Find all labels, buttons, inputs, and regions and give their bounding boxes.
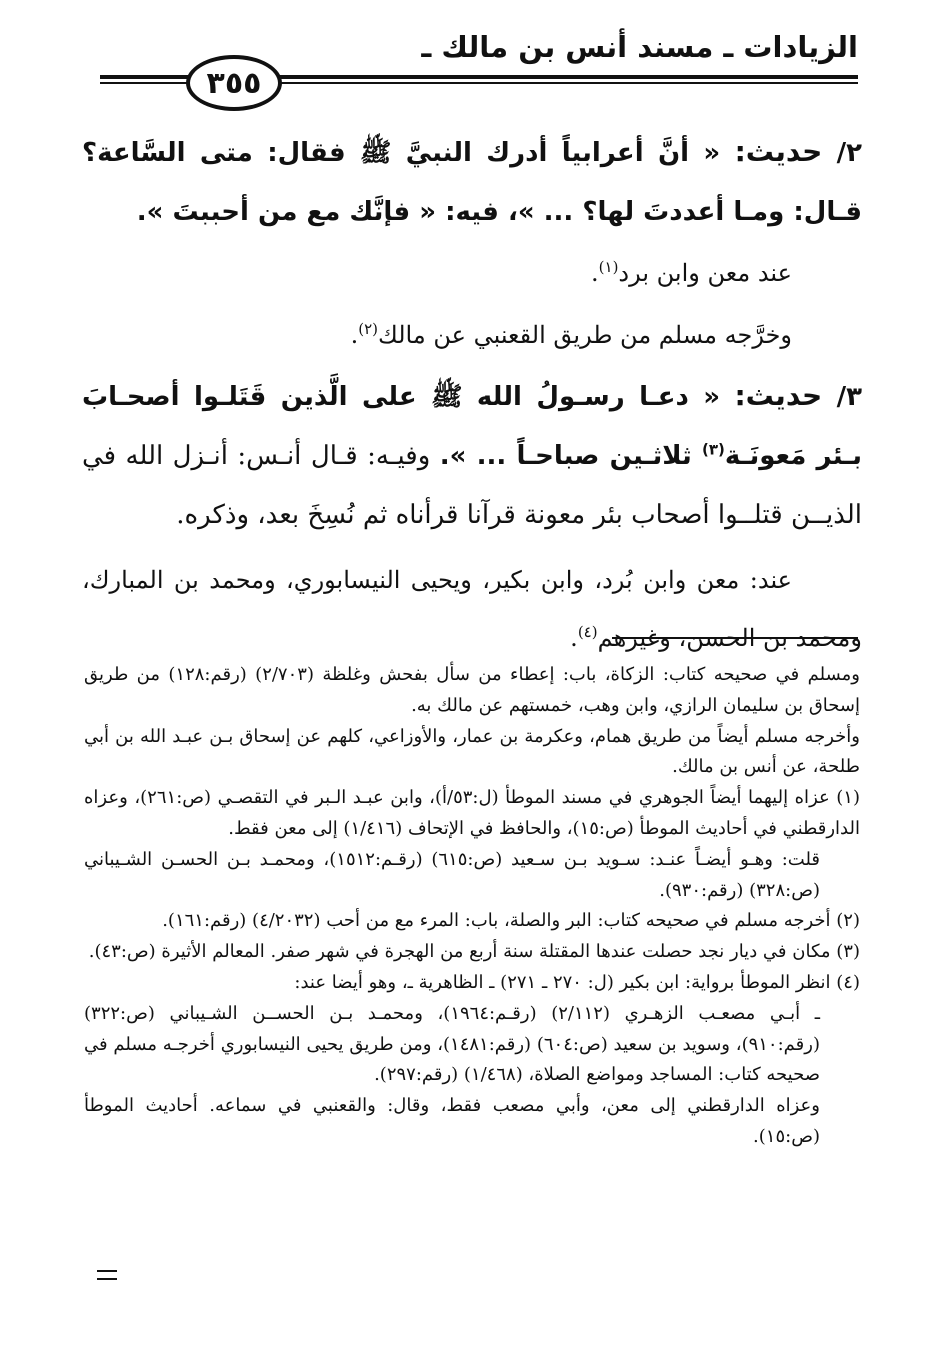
- page-number: ٣٥٥: [186, 55, 282, 111]
- hadith-2-takhrij-text: وخرَّجه مسلم من طريق القعنبي عن مالك: [378, 321, 792, 349]
- hadith-3-number: ٣/: [836, 382, 862, 412]
- hadith-2-takhrij: [82, 306, 792, 364]
- footnote-3: (٣) مكان في ديار نجد حصلت عندها المقتلة سنة أربع من الهجرة في شهر صفر. المعالم الأثيرة (ص:٤٣).: [88, 941, 860, 963]
- footnotes: [84, 660, 860, 1153]
- hadith-3-label: حديث:: [734, 379, 823, 412]
- hadith-3-sources-text: عند: معن وابن بُرد، وابن بكير، ويحيى النيسابوري، ومحمد بن المبارك، ومحمد بن الحسن، وغيرهم: [82, 566, 862, 652]
- hadith-2-sources-text: عند معن وابن برد: [618, 259, 792, 287]
- main-text: [82, 122, 862, 667]
- hadith-3-sources-end: .: [570, 624, 578, 652]
- footnote-4-end: وعزاه الدارقطني إلى معن، وأبي مصعب فقط، وقال: والقعنبي في سماعه. أحاديث الموطأ (ص:١٥).: [84, 1095, 820, 1147]
- hadith-2-sources-end: .: [591, 259, 599, 287]
- hadith-3-text-b: ثلاثـين صباحـاً ... ».: [439, 441, 702, 471]
- footnote-separator: [612, 637, 858, 639]
- hadith-2: [82, 122, 862, 242]
- footnote-ref-1: (١): [598, 258, 619, 276]
- hadith-3-text-c: وفيـه: قـال أنـس: أنـزل الله في الذيــن قتلــوا أصحاب بئر معونة قرآنا قرأناه ثم نُسِخَ بعد، وذكره.: [82, 441, 862, 530]
- footnote-continued-2: وأخرجه مسلم أيضاً من طريق همام، وعكرمة بن عمار، والأوزاعي، كلهم عن إسحاق بـن عبـد الله بن أبي طلحة، عن أنس بن مالك.: [84, 725, 860, 778]
- footnote-1-continued: قلت: وهـو أيضـاً عنـد: سـويد بـن سـعيد (ص:٦١٥) (رقـم:١٥١٢)، ومحمـد بـن الحسـن الشـيباني (ص:٣٢٨) (رقم:٩٣٠).: [84, 848, 821, 901]
- footnote-continued-1: ومسلم في صحيحه كتاب: الزكاة، باب: إعطاء من سأل بفحش وغلظة (٢/٧٠٣) (رقم:١٢٨) من طريق إسحاق بن سليمان الرازي، وابن وهب، خمستهم عن مالك به.: [84, 664, 860, 716]
- end-mark: [97, 1270, 117, 1280]
- footnote-1: (١) عزاه إليهما أيضاً الجوهري في مسند الموطأ (ل:٥٣/أ)، وابن عبـد الـبر في التقصـي (ص:٢٦١)، وعزاه الدارقطني في أحاديث الموطأ (ص:١٥)، والحافظ في الإتحاف (١/٤١٦) إلى معن فقط.: [84, 787, 860, 839]
- footnote-ref-2: (٢): [358, 320, 379, 338]
- hadith-2-text: « أنَّ أعرابياً أدرك النبيَّ ﷺ فقال: متى السَّاعة؟ قـال: ومـا أعددتَ لها؟ ... »، فيه: «: [82, 138, 862, 227]
- hadith-2-label: حديث:: [734, 135, 823, 168]
- footnote-ref-4: (٤): [577, 623, 598, 641]
- hadith-2-close: ».: [136, 197, 164, 227]
- hadith-2-sources: [82, 244, 792, 302]
- hadith-3-sources: [82, 551, 862, 667]
- hadith-2-takhrij-end: .: [350, 321, 359, 349]
- footnote-ref-3: (٣): [701, 440, 725, 459]
- footnote-4: (٤) انظر الموطأ برواية: ابن بكير (ل: ٢٧٠ ـ ٢٧١) ـ الظاهرية ـ، وهو أيضا عند:: [294, 971, 860, 993]
- footnote-4-continued: ـ أبـي مصعـب الزهـري (٢/١١٢) (رقـم:١٩٦٤)، ومحمـد بـن الحســن الشـيباني (ص:٣٢٢) (رقم:٩١٠)، وسويد بن سعيد (ص:٦٠٤) (رقم:١٤٨١)، ومن طريق يحيى النيسابوري أخرجـه مسلم في صحيحه كتاب: المساجد ومواضع الصلاة، (١/٤٦٨) (رقم:٢٩٧).: [84, 1002, 820, 1086]
- footnote-2: (٢) أخرجه مسلم في صحيحه كتاب: البر والصلة، باب: المرء مع من أحب (٤/٢٠٣٢) (رقم:١٦١).: [162, 910, 860, 932]
- hadith-3: [82, 366, 862, 545]
- running-title: الزيادات ـ مسند أنس بن مالك ـ: [421, 30, 858, 64]
- hadith-2-number: ٢/: [836, 138, 863, 168]
- hadith-2-quote: فإنَّك مع من أحببتَ: [172, 197, 411, 227]
- hadith-3-text: « دعـا رسـولُ الله ﷺ على الَّذين قَتَلـوا أصحـابَ بـئر مَعونَـة: [82, 382, 862, 471]
